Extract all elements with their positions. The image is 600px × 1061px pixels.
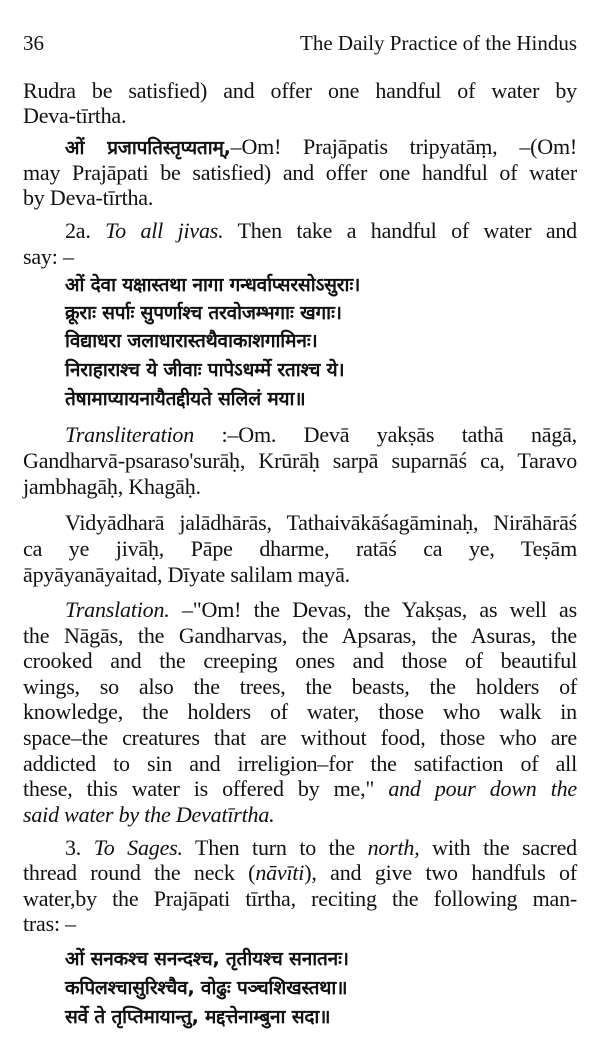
paragraph-line bbox=[23, 802, 577, 828]
paragraph-line: wings, so also the trees, the beasts, the holders of bbox=[23, 674, 577, 699]
paragraph-line: Gandharvā-psaraso'surāḥ, Krūrāḥ sarpā suparnāś ca, Taravo bbox=[23, 448, 577, 473]
running-title: The Daily Practice of the Hindus bbox=[300, 31, 577, 55]
paragraph-line bbox=[65, 134, 577, 161]
paragraph-line bbox=[65, 218, 577, 244]
paragraph-line bbox=[23, 860, 577, 886]
verse-line: ओं सनकश्च सनन्दश्च, तृतीयश्च सनातनः। bbox=[65, 948, 349, 970]
text-run: thread round the neck ( bbox=[23, 860, 256, 885]
text-run: with the sacred bbox=[432, 835, 577, 860]
paragraph-line: by Deva-tīrtha. bbox=[23, 185, 154, 210]
page-number: 36 bbox=[23, 31, 44, 55]
paragraph-line: ca ye jivāḥ, Pāpe dharme, ratāś ca ye, Teṣām bbox=[23, 536, 577, 561]
paragraph-line: Vidyādharā jalādhārās, Tathaivākāśagāminaḥ, Nirāhārāś bbox=[65, 510, 577, 535]
verse-line: ओं देवा यक्षास्तथा नागा गन्धर्वाप्सरसोऽसुराः। bbox=[65, 274, 361, 296]
section-number: 2a. bbox=[65, 218, 91, 243]
paragraph-line: may Prajāpati be satisfied) and offer one handful of water bbox=[23, 160, 577, 185]
verse-line: सर्वे ते तृप्तिमायान्तु, मद्दत्तेनाम्बुना सदा॥ bbox=[65, 1006, 331, 1028]
text-run-italic: and pour down the bbox=[388, 776, 577, 801]
verse-line: तेषामाप्यायनायैतद्दीयते सलिलं मया॥ bbox=[65, 388, 306, 410]
paragraph-line: say: – bbox=[23, 244, 74, 269]
verse-line: निराहाराश्च ये जीवाः पापेऽधर्म्मे रताश्च ये। bbox=[65, 359, 345, 381]
text-run: Then take a handful of water and bbox=[237, 218, 577, 243]
text-run: –"Om! the Devas, the Yakṣas, as well as bbox=[181, 597, 577, 622]
text-run-italic: said water by the Devatīrtha. bbox=[23, 802, 275, 827]
verse-line: विद्याधरा जलाधारास्तथैवाकाशगामिनः। bbox=[65, 330, 318, 352]
text-run: :–Om. Devā yakṣās tathā nāgā, bbox=[221, 422, 577, 447]
paragraph-line: Rudra be satisfied) and offer one handful of water by bbox=[23, 78, 577, 103]
sanskrit-phrase: ओं प्रजापतिस्तृप्यताम्, bbox=[65, 137, 231, 159]
paragraph-line bbox=[23, 776, 577, 802]
paragraph-line: knowledge, the holders of water, those who walk in bbox=[23, 699, 577, 724]
paragraph-line: water,by the Prajāpati tīrtha, reciting the following man- bbox=[23, 886, 577, 911]
verse-line: कपिलश्चासुरिश्चैव, वोढुः पञ्चशिखस्तथा॥ bbox=[65, 977, 348, 999]
text-run: these, this water is offered by me," bbox=[23, 776, 375, 801]
paragraph-line: jambhagāḥ, Khagāḥ. bbox=[23, 474, 201, 499]
paragraph-line: the Nāgās, the Gandharvas, the Apsaras, the Asuras, the bbox=[23, 623, 577, 648]
text-run: ), and give two handfuls of bbox=[304, 860, 577, 885]
verse-line: क्रूराः सर्पाः सुपर्णाश्च तरवोजम्भगाः खगाः। bbox=[65, 302, 342, 324]
text-run: Then turn to the bbox=[195, 835, 355, 860]
paragraph-line: crooked and the creeping ones and those of beautiful bbox=[23, 648, 577, 673]
text-run-italic: north, bbox=[367, 835, 420, 860]
section-heading: To all jivas. bbox=[105, 218, 224, 243]
paragraph-line bbox=[65, 422, 577, 448]
section-number: 3. bbox=[65, 835, 82, 860]
paragraph-line: āpyāyanāyaitad, Dīyate salilam mayā. bbox=[23, 562, 350, 587]
paragraph-line bbox=[65, 835, 577, 861]
label-translation: Translation. bbox=[65, 597, 170, 622]
text-run-italic: nāvīti bbox=[255, 860, 305, 885]
section-heading: To Sages. bbox=[93, 835, 183, 860]
paragraph-line: addicted to sin and irreligion–for the satifaction of all bbox=[23, 751, 577, 776]
label-transliteration: Transliteration bbox=[65, 422, 195, 447]
paragraph-line bbox=[65, 597, 577, 623]
paragraph-line: space–the creatures that are without food, those who are bbox=[23, 725, 577, 750]
paragraph-line: Deva-tīrtha. bbox=[23, 103, 127, 128]
paragraph-line: tras: – bbox=[23, 911, 76, 936]
text-run: –Om! Prajāpatis tripyatāṃ, –(Om! bbox=[230, 134, 577, 159]
